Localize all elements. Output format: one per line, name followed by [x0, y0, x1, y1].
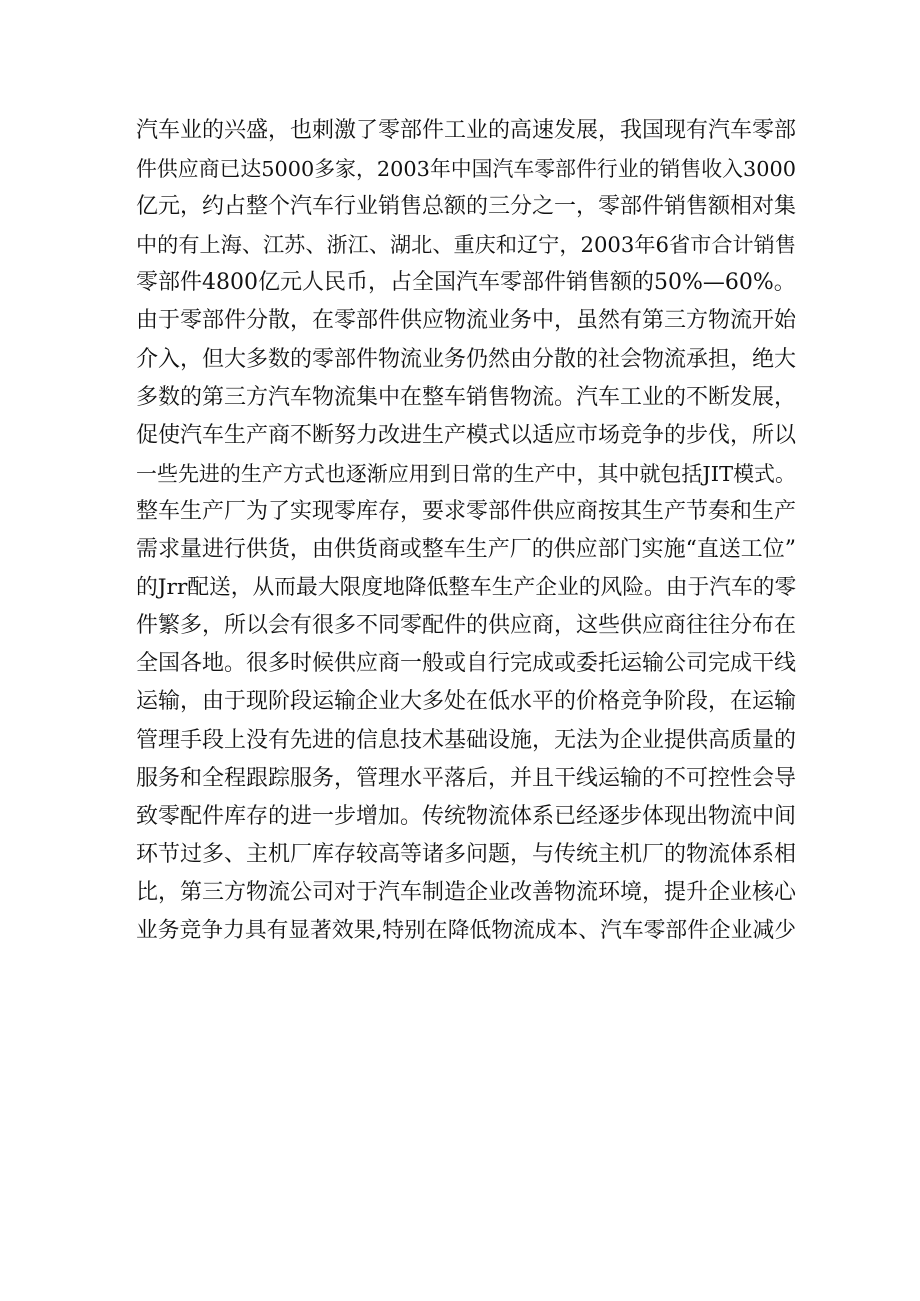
text-line: 中的有上海、江苏、浙江、湖北、重庆和辽宁，2003年6省市合计销售 — [136, 232, 796, 258]
text-line: 管理手段上没有先进的信息技术基础设施，无法为企业提供高质量的 — [136, 727, 797, 753]
text-line: 需求量进行供货，由供货商或整车生产厂的供应部门实施“直送工位” — [136, 537, 796, 563]
text-line: 全国各地。很多时候供应商一般或自行完成或委托运输公司完成干线 — [136, 651, 797, 677]
text-line: 件供应商已达5000多家，2003年中国汽车零部件行业的销售收入3000 — [136, 157, 796, 182]
text-line: 比，第三方物流公司对于汽车制造企业改善物流环境，提升企业核心 — [136, 879, 797, 905]
text-line: 致零配件库存的进一步增加。传统物流体系已经逐步体现出物流中间 — [136, 803, 797, 829]
text-line: 亿元，约占整个汽车行业销售总额的三分之一，零部件销售额相对集 — [136, 194, 797, 220]
text-line: 多数的第三方汽车物流集中在整车销售物流。汽车工业的不断发展， — [136, 384, 797, 410]
text-line: 服务和全程跟踪服务，管理水平落后，并且干线运输的不可控性会导 — [136, 765, 797, 791]
text-line: 的Jrr配送，从而最大限度地降低整车生产企业的风险。由于汽车的零 — [136, 575, 797, 601]
text-line: 介入，但大多数的零部件物流业务仍然由分散的社会物流承担，绝大 — [136, 346, 797, 372]
text-line: 汽车业的兴盛，也刺激了零部件工业的高速发展，我国现有汽车零部 — [136, 118, 797, 143]
text-line: 运输，由于现阶段运输企业大多处在低水平的价格竞争阶段，在运输 — [136, 689, 797, 715]
text-line: 环节过多、主机厂库存较高等诸多问题，与传统主机厂的物流体系相 — [136, 841, 797, 867]
text-line: 件繁多，所以会有很多不同零配件的供应商，这些供应商往往分布在 — [136, 613, 797, 639]
text-line: 由于零部件分散，在零部件供应物流业务中，虽然有第三方物流开始 — [136, 308, 797, 334]
text-line: 整车生产厂为了实现零库存，要求零部件供应商按其生产节奏和生产 — [136, 498, 797, 524]
body-text — [136, 112, 796, 950]
text-line: 一些先进的生产方式也逐渐应用到日常的生产中，其中就包括JIT模式。 — [136, 461, 796, 486]
text-line: 促使汽车生产商不断努力改进生产模式以适应市场竞争的步伐，所以 — [136, 422, 797, 448]
text-line: 业务竞争力具有显著效果,特别在降低物流成本、汽车零部件企业减少 — [136, 917, 796, 943]
text-line: 零部件4800亿元人民币，占全国汽车零部件销售额的50%—60%。 — [136, 270, 796, 296]
